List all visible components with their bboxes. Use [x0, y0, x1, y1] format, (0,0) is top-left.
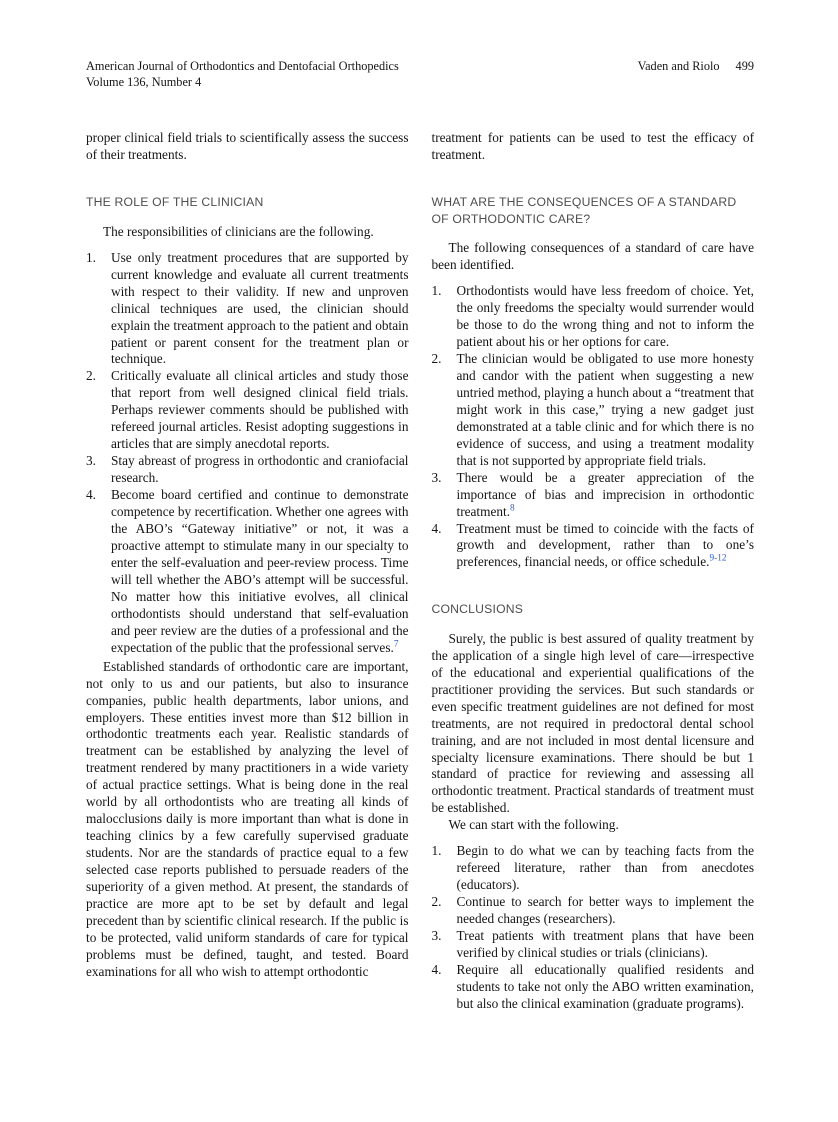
- lead-paragraph: The following consequences of a standard of care have been identified.: [431, 240, 754, 273]
- list-item: [432, 928, 755, 962]
- consequences-list: [432, 283, 755, 571]
- list-item-text-content: Require all educationally qualified residents and students to take not only the ABO written examination, but also the clinical examination (graduate programs).: [456, 961, 754, 1011]
- list-item-text-content: Continue to search for better ways to implement the needed changes (researchers).: [456, 894, 754, 927]
- citation-ref-9-12[interactable]: 9-12: [709, 554, 727, 565]
- list-item-number: 4.: [431, 520, 442, 536]
- list-item-text-content: Treatment must be timed to coincide with the facts of growth and development, rather than to one’s preferences, financial needs, or office schedule.: [456, 520, 754, 570]
- list-item-text-content: Orthodontists would have less freedom of choice. Yet, the only freedoms the specialty would surrender would be those to do the wrong thing and not to inform the patient about his or her options for care.: [456, 283, 754, 350]
- list-item-number: 2.: [86, 368, 96, 384]
- list-item-text: [457, 521, 755, 572]
- list-item-text: [111, 368, 409, 453]
- list-item-text-content: Become board certified and continue to demonstrate competence by recertification. Whether one agrees with the ABO’s “Gateway initiative” or not, it was a proactive attempt to stimulate many in our specialty to enter the self-evaluation and peer-review process. Time will tell whether the ABO’s attempt will be successful. No matter how this initiative evolves, all clinical orthodontists should understand that self-evaluation and peer review are the duties of a professional and the expectation of the public that the professional serves.: [111, 487, 409, 655]
- running-head-authors: Vaden and Riolo: [637, 59, 720, 73]
- section-heading-conclusions: CONCLUSIONS: [431, 602, 524, 617]
- action-items-list: [432, 843, 755, 1013]
- list-item-text-content: The clinician would be obligated to use more honesty and candor with the patient when suggesting a new untried method, playing a hunch about a “treatment that might work in this case,” trying a new gadget just demonstrated at a table clinic and for which there is no evidence of success, and using a treatment modality that is not supported by appropriate field trials.: [456, 351, 754, 468]
- left-column: [86, 130, 409, 1012]
- list-item-text: [457, 928, 755, 962]
- section-heading-role-of-clinician: THE ROLE OF THE CLINICIAN: [86, 195, 264, 210]
- list-item: [432, 351, 755, 470]
- list-item: [432, 894, 755, 928]
- list-item-text: [457, 351, 755, 470]
- continuation-paragraph: proper clinical field trials to scientifically assess the success of their treatments.: [86, 130, 409, 163]
- list-item-number: 2.: [431, 894, 442, 910]
- list-item-text: [457, 283, 755, 351]
- list-item: [432, 843, 755, 894]
- list-item-number: 1.: [431, 283, 442, 299]
- clinician-responsibilities-list: [86, 250, 409, 657]
- list-item-number: 3.: [431, 469, 442, 485]
- list-item: [432, 962, 755, 1013]
- two-column-body: [86, 130, 754, 1012]
- citation-ref-8[interactable]: 8: [510, 503, 515, 514]
- list-item: [86, 453, 409, 487]
- section-heading-consequences: WHAT ARE THE CONSEQUENCES OF A STANDARD OF ORTHODONTIC CARE?: [431, 195, 737, 226]
- list-item-text: [111, 487, 409, 657]
- list-item: [432, 283, 755, 351]
- lead-paragraph: We can start with the following.: [448, 817, 619, 833]
- list-item-text: [457, 894, 755, 928]
- list-item-number: 4.: [431, 961, 442, 977]
- list-item-text: [111, 453, 409, 487]
- lead-paragraph: The responsibilities of clinicians are the following.: [103, 223, 374, 239]
- list-item: [86, 368, 409, 453]
- citation-ref-7[interactable]: 7: [393, 639, 399, 650]
- list-item-number: 3.: [86, 453, 96, 469]
- list-item-text: [457, 843, 755, 894]
- right-column: [432, 130, 755, 1012]
- list-item-text: [111, 250, 409, 369]
- list-item-text-content: Stay abreast of progress in orthodontic and craniofacial research.: [111, 453, 409, 486]
- body-paragraph-conclusions: Surely, the public is best assured of quality treatment by the application of a single high level of care—irrespective of the educational and experiential qualifications of the practitioner providing the services. But such standards or even specific treatment guidelines are not defined for most treatments, are not required in predoctoral dental school training, and are not included in most dental licensure and specialty licensure examinations. There should be but 1 standard of practice for reviewing and assessing all orthodontic treatment. Practical standards of treatment must be established.: [431, 630, 754, 816]
- list-item: [432, 470, 755, 521]
- body-paragraph-standards: Established standards of orthodontic care are important, not only to us and our patients, but also to insurance companies, public health departments, labor unions, and employers. These entities invest more than $12 billion in orthodontic treatments each year. Realistic standards of treatment can be established by analyzing the level of treatment rendered by many practitioners in a wide variety of actual practice settings. What is being done in the real world by all orthodontists who are treating all kinds of malocclusions daily is more important than what is done in teaching clinics by a few carefully supervised graduate students. Nor are the standards of practice equal to a few selected case reports published to persuade readers of the superiority of a given method. At present, the standards of practice are more apt to be set by default and legal precedent than by scientific clinical research. If the public is to be protected, valid uniform standards of care for typical problems must be defined, taught, and tested. Board examinations for all who wish to attempt orthodontic: [86, 658, 409, 979]
- journal-info: [86, 58, 399, 90]
- page-number: 499: [735, 59, 754, 73]
- list-item-text-content: Treat patients with treatment plans that have been verified by clinical studies or trials (clinicians).: [456, 928, 754, 961]
- list-item: [86, 250, 409, 369]
- list-item-number: 1.: [431, 843, 442, 859]
- journal-volume: Volume 136, Number 4: [86, 75, 202, 90]
- list-item-text: [457, 470, 755, 521]
- running-head: [638, 58, 754, 74]
- list-item-text-content: Critically evaluate all clinical articles and study those that report from well designed clinical field trials. Perhaps reviewer comments should be published with refereed journal articles. Resist adopting suggestions in articles that are simply anecdotal reports.: [111, 368, 409, 452]
- list-item-number: 4.: [86, 487, 96, 503]
- journal-title: American Journal of Orthodontics and Dentofacial Orthopedics: [86, 59, 399, 73]
- list-item-number: 1.: [86, 249, 96, 265]
- list-item-text-content: There would be a greater appreciation of the importance of bias and imprecision in orthodontic treatment.: [456, 469, 754, 519]
- list-item: [432, 521, 755, 572]
- list-item-text-content: Use only treatment procedures that are supported by current knowledge and evaluate all current treatments with respect to their validity. If new and unproven clinical techniques are used, the clinician should explain the treatment approach to the patient and obtain patient or parent consent for the treatment plan or technique.: [111, 249, 409, 367]
- page-header: [86, 58, 754, 90]
- list-item-number: 3.: [431, 928, 442, 944]
- continuation-paragraph: treatment for patients can be used to test the efficacy of treatment.: [431, 130, 754, 163]
- list-item-number: 2.: [431, 351, 442, 366]
- list-item-text: [457, 962, 755, 1013]
- list-item-text-content: Begin to do what we can by teaching facts from the refereed literature, rather than from anecdotes (educators).: [456, 843, 754, 893]
- list-item: [86, 487, 409, 657]
